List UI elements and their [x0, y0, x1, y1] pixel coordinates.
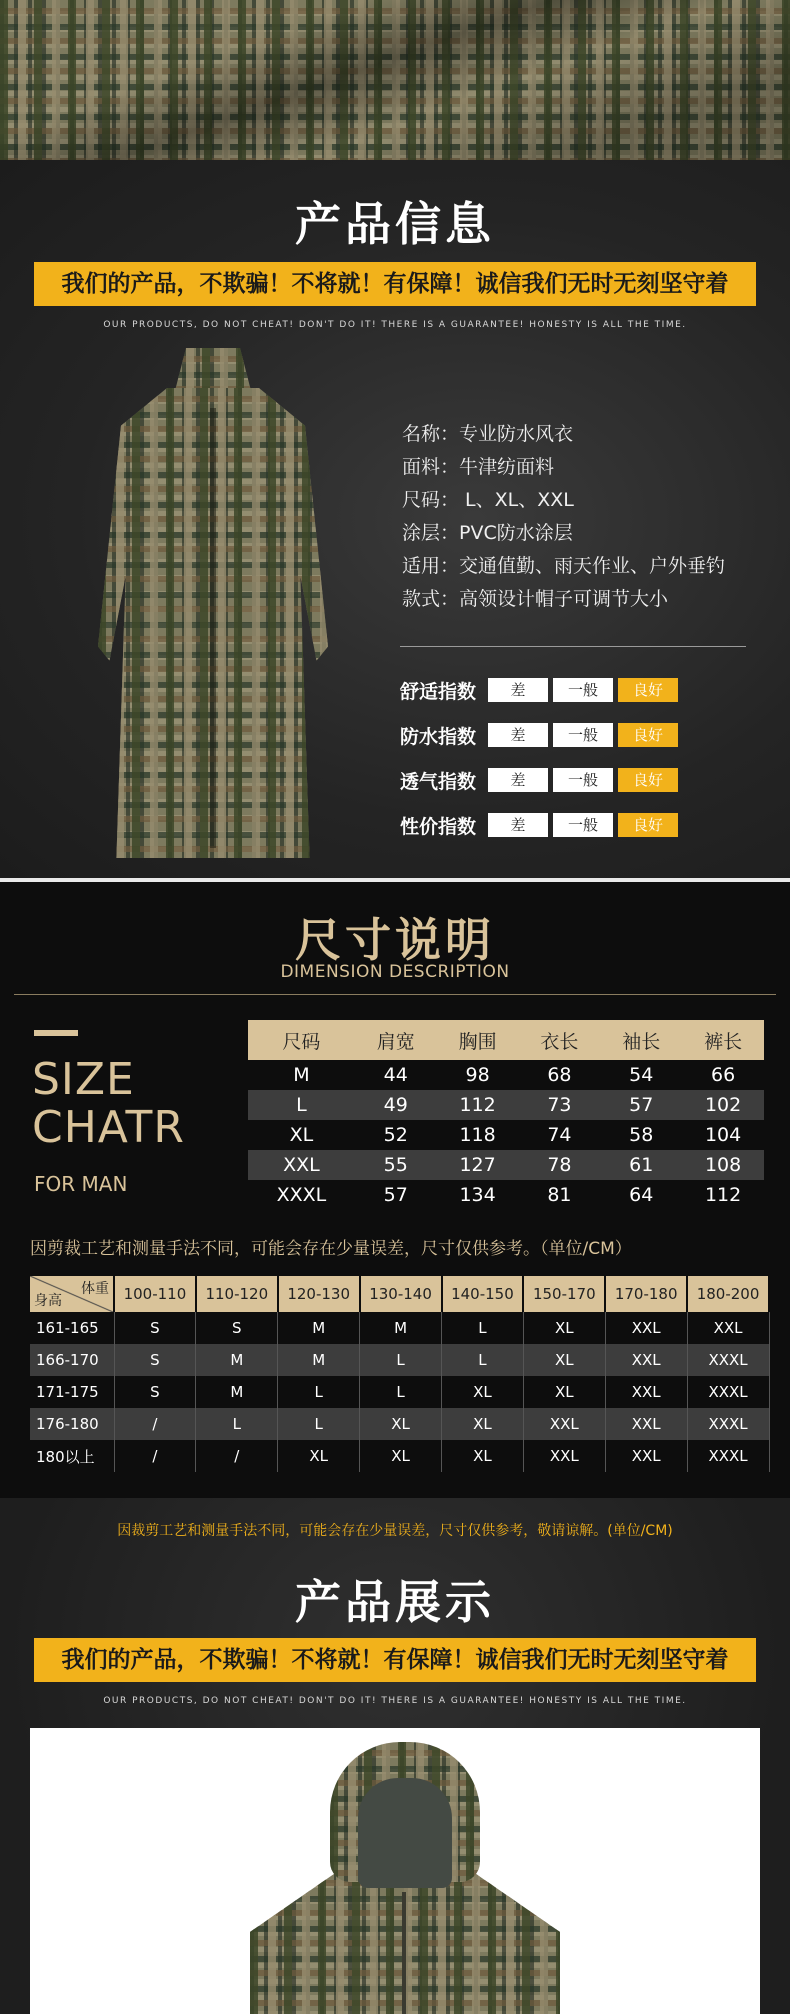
table-row: [30, 1440, 769, 1472]
cell: /: [114, 1440, 196, 1472]
col-header: 180-200: [687, 1276, 769, 1312]
rating-option-good: 良好: [618, 768, 678, 792]
for-man-label: FOR MAN: [34, 1172, 128, 1196]
rating-option-average: 一般: [553, 678, 613, 702]
cell: 58: [629, 1124, 654, 1146]
cell: XXL: [605, 1376, 687, 1408]
cell: M: [196, 1344, 278, 1376]
cell: 104: [704, 1124, 742, 1146]
cell: XL: [442, 1408, 524, 1440]
col-header: 肩宽: [355, 1020, 437, 1060]
cell: XXL: [523, 1440, 605, 1472]
cell: XXXL: [687, 1408, 769, 1440]
rating-option-good: 良好: [618, 723, 678, 747]
rating-label: 防水指数: [400, 725, 477, 748]
display-note: 因裁剪工艺和测量手法不同，可能会存在少量误差，尺寸仅供参考，敬请谅解。(单位/CM): [117, 1523, 673, 1539]
col-header: 裤长: [682, 1020, 764, 1060]
cell: XL: [442, 1376, 524, 1408]
table-row: [248, 1120, 764, 1150]
dimension-section: [0, 882, 790, 1498]
cell: 49: [355, 1090, 437, 1120]
dimension-title: 尺寸说明: [295, 913, 495, 967]
cell: S: [114, 1376, 196, 1408]
table-row: [248, 1180, 764, 1210]
cell: 68: [547, 1064, 572, 1086]
col-header: 150-170: [523, 1276, 605, 1312]
cell: S: [196, 1312, 278, 1344]
table-row: [248, 1060, 764, 1090]
cell: S: [114, 1312, 196, 1344]
cell: 127: [437, 1150, 519, 1180]
cell: 180以上: [30, 1440, 114, 1472]
cell: 74: [547, 1124, 572, 1146]
display-banner: 我们的产品，不欺骗！不将就！有保障！诚信我们无时无刻坚守着: [34, 1638, 756, 1682]
cell: 73: [519, 1090, 601, 1120]
cell: 161-165: [30, 1312, 114, 1344]
cell: S: [114, 1344, 196, 1376]
cell: XL: [523, 1376, 605, 1408]
table-row: [30, 1408, 769, 1440]
rating-breathable: [400, 767, 683, 793]
table-header-row: [30, 1276, 769, 1312]
dimension-subtitle: DIMENSION DESCRIPTION: [280, 962, 510, 982]
cell: XXXL: [687, 1440, 769, 1472]
corner-height-label: 身高: [34, 1293, 62, 1309]
corner-header: [30, 1276, 114, 1312]
table-row: [30, 1376, 769, 1408]
col-header: 130-140: [360, 1276, 442, 1312]
table-header-row: [248, 1020, 764, 1060]
rating-waterproof: [400, 722, 683, 748]
cell: /: [114, 1408, 196, 1440]
cell: 176-180: [30, 1408, 114, 1440]
cell: 108: [682, 1150, 764, 1180]
fabric-fold-shading: [0, 0, 790, 160]
rating-option-average: 一般: [553, 723, 613, 747]
cell: 166-170: [30, 1344, 114, 1376]
cell: L: [360, 1344, 442, 1376]
cell: M: [293, 1064, 310, 1086]
cell: XL: [360, 1440, 442, 1472]
table-row: [248, 1090, 764, 1120]
cell: L: [278, 1376, 360, 1408]
rating-label: 性价指数: [400, 815, 477, 838]
cell: /: [196, 1440, 278, 1472]
table-row: [248, 1150, 764, 1180]
cell: 55: [355, 1150, 437, 1180]
product-info-section: [0, 160, 790, 882]
corner-weight-label: 体重: [81, 1281, 109, 1297]
table-row: [30, 1344, 769, 1376]
cell: 66: [710, 1064, 736, 1086]
col-header: 120-130: [278, 1276, 360, 1312]
cell: XL: [278, 1440, 360, 1472]
spec-name: 名称：专业防水风衣: [402, 423, 574, 445]
spec-usage: 适用：交通值勤、雨天作业、户外垂钓: [402, 555, 726, 577]
cell: XXL: [605, 1344, 687, 1376]
cell: XXL: [687, 1312, 769, 1344]
cell: XXL: [605, 1312, 687, 1344]
col-header: 衣长: [519, 1020, 601, 1060]
col-header: 140-150: [442, 1276, 524, 1312]
col-header: 尺码: [248, 1020, 355, 1060]
display-title: 产品展示: [295, 1575, 495, 1629]
cell: 112: [437, 1090, 519, 1120]
info-banner: 我们的产品，不欺骗！不将就！有保障！诚信我们无时无刻坚守着: [34, 262, 756, 306]
cell: L: [442, 1344, 524, 1376]
cell: 44: [383, 1064, 408, 1086]
rating-option-good: 良好: [618, 813, 678, 837]
cell: XXL: [523, 1408, 605, 1440]
raincoat-image: [58, 348, 368, 868]
cell: L: [360, 1376, 442, 1408]
product-display-section: [0, 1498, 790, 2014]
rating-option-poor: 差: [488, 678, 548, 702]
col-header: 110-120: [196, 1276, 278, 1312]
spec-divider: [400, 646, 746, 647]
size-note: 因剪裁工艺和测量手法不同，可能会存在少量误差，尺寸仅供参考。（单位/CM）: [30, 1239, 632, 1259]
spec-size: 尺码： L、XL、XXL: [402, 489, 574, 511]
cell: M: [360, 1312, 442, 1344]
spec-list: [402, 418, 725, 616]
chart-word: CHATR: [32, 1102, 185, 1153]
cell: XL: [289, 1124, 314, 1146]
cell: XXXL: [276, 1184, 327, 1206]
cell: 102: [682, 1090, 764, 1120]
top-fabric-image: [0, 0, 790, 160]
cell: M: [196, 1376, 278, 1408]
product-photo: [30, 1728, 760, 2014]
rating-label: 舒适指数: [400, 680, 477, 703]
cell: XXL: [605, 1440, 687, 1472]
size-accent-bar: [34, 1030, 78, 1036]
cell: 52: [383, 1124, 408, 1146]
height-weight-table: [30, 1276, 770, 1472]
cell: 98: [465, 1064, 490, 1086]
jacket-image: [230, 1742, 570, 2014]
rating-option-poor: 差: [488, 723, 548, 747]
cell: 81: [547, 1184, 572, 1206]
display-subline: OUR PRODUCTS, DO NOT CHEAT! DON'T DO IT! THERE IS A GUARANTEE! HONESTY IS ALL THE TIME.: [103, 1696, 687, 1706]
cell: 112: [704, 1184, 742, 1206]
cell: L: [278, 1408, 360, 1440]
cell: 61: [600, 1150, 682, 1180]
cell: L: [442, 1312, 524, 1344]
spec-style: 款式：高领设计帽子可调节大小: [402, 588, 669, 610]
cell: 171-175: [30, 1376, 114, 1408]
cell: XXL: [605, 1408, 687, 1440]
cell: 78: [519, 1150, 601, 1180]
coat-placket: [210, 408, 216, 848]
cell: 57: [600, 1090, 682, 1120]
size-word: SIZE: [32, 1054, 135, 1105]
cell: XL: [523, 1312, 605, 1344]
rating-option-good: 良好: [618, 678, 678, 702]
cell: 134: [459, 1184, 496, 1206]
spec-coating: 涂层：PVC防水涂层: [402, 522, 573, 544]
rating-value: [400, 812, 683, 838]
cell: 54: [629, 1064, 654, 1086]
cell: 57: [383, 1184, 408, 1206]
cell: XXXL: [687, 1344, 769, 1376]
rating-option-average: 一般: [553, 813, 613, 837]
col-header: 袖长: [600, 1020, 682, 1060]
rating-comfort: [400, 677, 683, 703]
rating-option-average: 一般: [553, 768, 613, 792]
cell: L: [248, 1090, 355, 1120]
cell: XL: [442, 1440, 524, 1472]
info-title: 产品信息: [295, 197, 495, 251]
cell: 64: [629, 1184, 654, 1206]
col-header: 100-110: [114, 1276, 196, 1312]
cell: M: [278, 1312, 360, 1344]
spec-fabric: 面料：牛津纺面料: [402, 456, 555, 478]
cell: XXL: [248, 1150, 355, 1180]
col-header: 胸围: [437, 1020, 519, 1060]
col-header: 170-180: [605, 1276, 687, 1312]
info-subline: OUR PRODUCTS, DO NOT CHEAT! DON'T DO IT! THERE IS A GUARANTEE! HONESTY IS ALL THE TIME.: [103, 320, 687, 330]
table-row: [30, 1312, 769, 1344]
rating-option-poor: 差: [488, 813, 548, 837]
hood-inner: [358, 1778, 452, 1888]
jacket-zipper: [402, 1892, 406, 2014]
rating-option-poor: 差: [488, 768, 548, 792]
cell: 118: [459, 1124, 496, 1146]
dimension-divider: [14, 994, 776, 995]
cell: XXXL: [687, 1376, 769, 1408]
size-measure-table: [248, 1020, 764, 1210]
rating-label: 透气指数: [400, 770, 477, 793]
cell: M: [278, 1344, 360, 1376]
cell: XL: [523, 1344, 605, 1376]
cell: L: [196, 1408, 278, 1440]
cell: XL: [360, 1408, 442, 1440]
